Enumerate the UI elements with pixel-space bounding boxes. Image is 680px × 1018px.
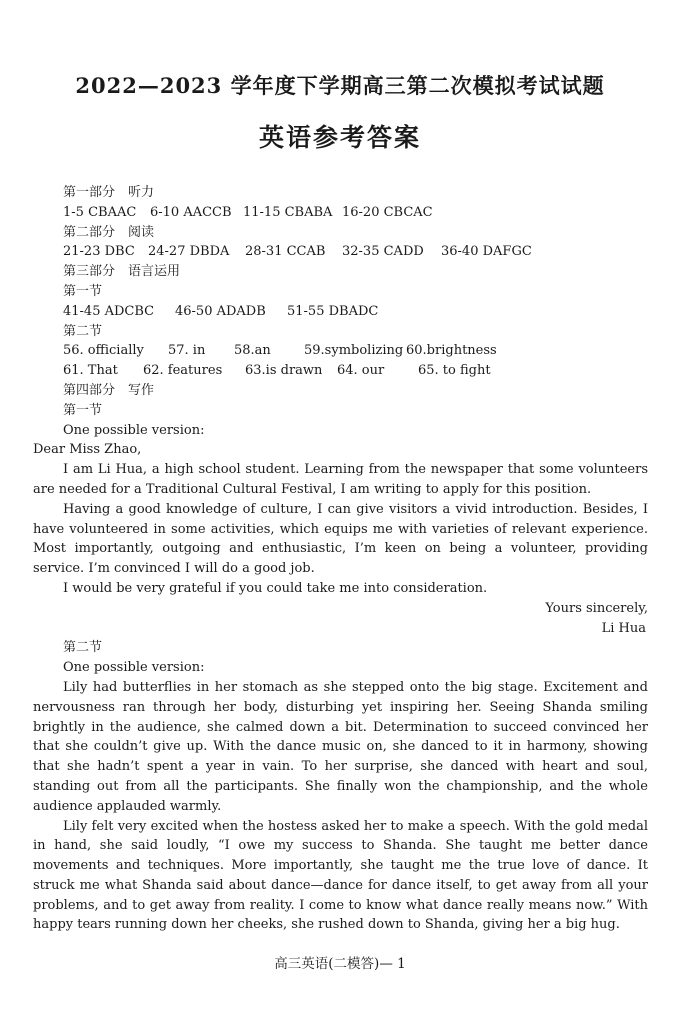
part3-section2-row1: [33, 341, 648, 361]
answer-group: 51-55 DBADC: [287, 303, 379, 319]
answer-content: [33, 183, 648, 935]
answer-item: 63.is drawn: [245, 363, 323, 379]
part4-section2-heading: 第二节: [63, 640, 103, 656]
answer-item: 64. our: [337, 363, 385, 379]
answer-group: 28-31 CCAB: [245, 244, 326, 260]
answer-item: 61. That: [63, 363, 118, 379]
answer-group: 24-27 DBDA: [148, 244, 230, 260]
part4-heading: 第四部分 写作: [63, 382, 155, 398]
letter-paragraph: I am Li Hua, a high school student. Learning from the newspaper that some volunteers are needed for a Traditional Cultural Festival, I am writing to apply for this position.: [33, 462, 648, 497]
answer-item: 56. officially: [63, 343, 144, 359]
answer-item: 60.brightness: [406, 343, 497, 359]
letter-salutation: Dear Miss Zhao,: [33, 442, 142, 458]
part3-section1-answers: [33, 302, 648, 322]
page-footer: 高三英语(二模答)— 1: [274, 956, 406, 972]
answer-group: 36-40 DAFGC: [441, 244, 532, 260]
answer-group: 11-15 CBABA: [243, 204, 333, 220]
answer-group: 41-45 ADCBC: [63, 303, 155, 319]
answer-group: 6-10 AACCB: [150, 204, 232, 220]
part2-answers: [33, 242, 648, 262]
part1-answers: [33, 203, 648, 223]
answer-group: 21-23 DBC: [63, 244, 135, 260]
answer-group: 1-5 CBAAC: [63, 204, 137, 220]
letter-signature: Li Hua: [601, 620, 646, 636]
story-paragraph: Lily felt very excited when the hostess asked her to make a speech. With the gold medal in hand, she said loudly, “I owe my success to Shanda. She taught me better dance movements and techniques. More importantly, she taught me the true love of dance. It struck me what Shanda said about dance—dance for dance itself, to get away from all your problems, and to get away from reality. I come to know what dance really means now.” With happy tears running down her cheeks, she rushed down to Shanda, giving her a big hug.: [33, 818, 648, 933]
answer-group: 32-35 CADD: [342, 244, 424, 260]
part2-heading: 第二部分 阅读: [63, 224, 155, 240]
letter-closing: Yours sincerely,: [545, 600, 648, 616]
answer-group: 16-20 CBCAC: [342, 204, 433, 220]
story-paragraph: Lily had butterflies in her stomach as she stepped onto the big stage. Excitement and nervousness ran through her body, disturbing yet inspiring her. Seeing Shanda smiling brightly in the audience, she calmed down a bit. Determination to succeed convinced her that she couldn’t give up. With the dance music on, she danced to it in harmony, showing that she hadn’t spent a year in vain. To her surprise, she danced with heart and soul, standing out from all the participants. She finally won the championship, and the whole audience applauded warmly.: [33, 679, 648, 814]
letter-paragraph: Having a good knowledge of culture, I can give visitors a vivid introduction. Besides, I have volunteered in some activities, which equips me with varieties of relevant experience. Most importantly, outgoing and enthusiastic, I’m keen on being a volunteer, providing service. I’m convinced I will do a good job.: [33, 501, 648, 577]
part3-section2-row2: [33, 361, 648, 381]
part3-section1-heading: 第一节: [63, 283, 103, 299]
letter-paragraph: I would be very grateful if you could take me into consideration.: [63, 580, 488, 596]
answer-item: 57. in: [168, 343, 206, 359]
part4-section1-heading: 第一节: [63, 402, 103, 418]
part4-section1-intro: One possible version:: [63, 422, 205, 438]
exam-title: 2022—2023 学年度下学期高三第二次模拟考试试题: [75, 73, 605, 98]
answer-item: 62. features: [143, 363, 223, 379]
part1-heading: 第一部分 听力: [63, 185, 155, 200]
answer-item: 58.an: [234, 343, 271, 359]
answer-item: 59.symbolizing: [304, 343, 404, 359]
part3-section2-heading: 第二节: [63, 323, 103, 339]
answer-group: 46-50 ADADB: [175, 303, 266, 319]
answer-item: 65. to fight: [418, 363, 491, 379]
answer-key-title: 英语参考答案: [258, 123, 421, 152]
part3-heading: 第三部分 语言运用: [63, 264, 181, 280]
part4-section2-intro: One possible version:: [63, 660, 205, 676]
